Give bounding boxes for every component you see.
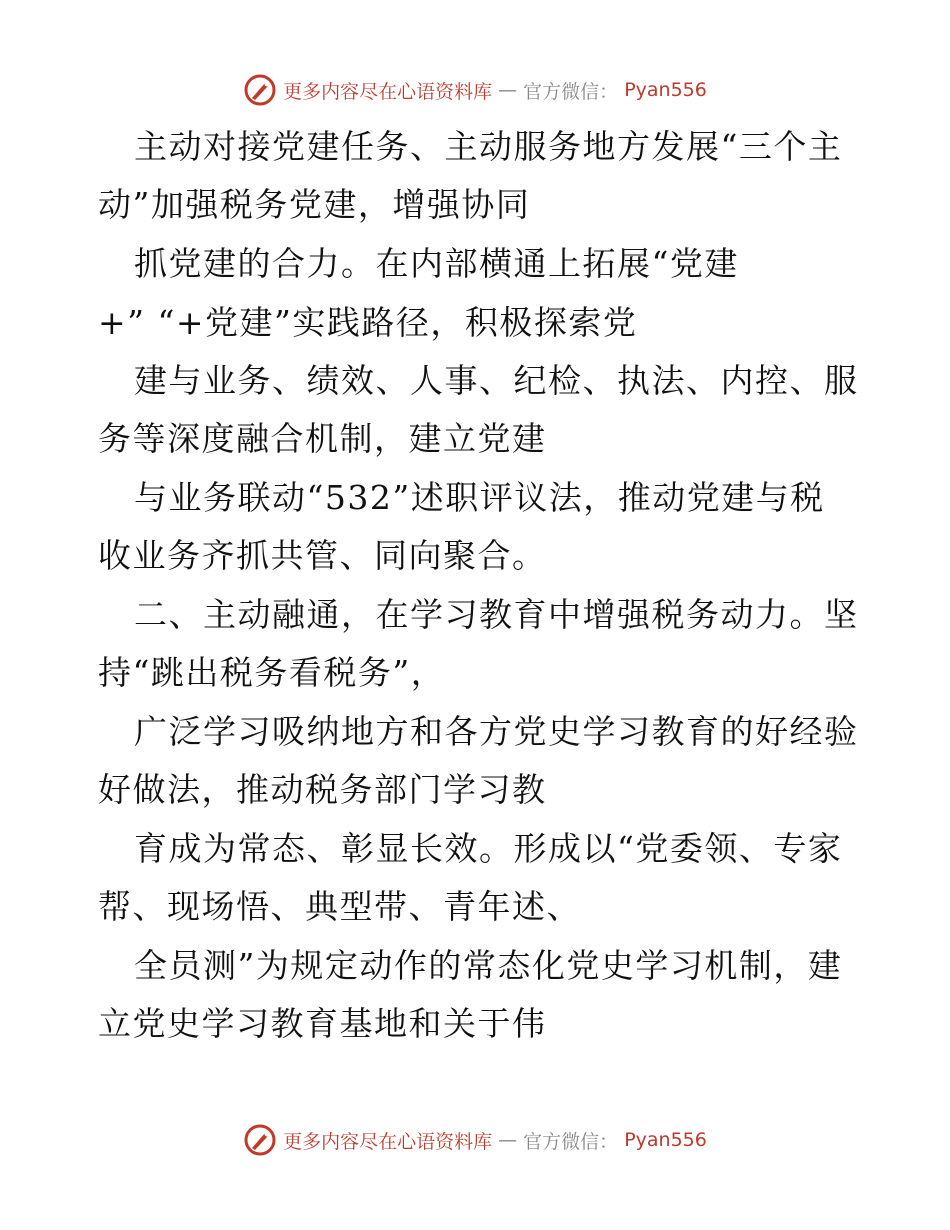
paragraph-5-line-2: 持“跳出税务看税务”，	[98, 653, 446, 692]
paragraph-6-line-1: 广泛学习吸纳地方和各方党史学习教育的好经验	[134, 712, 859, 751]
footer-watermark	[0, 1120, 950, 1160]
watermark-dash: —	[498, 79, 518, 101]
paragraph-2-line-2: +” “+党建”实践路径，积极探索党	[98, 303, 638, 342]
watermark-wechat-id: Pyan556	[624, 79, 707, 101]
paragraph-3-line-2: 务等深度融合机制，建立党建	[98, 419, 547, 458]
paragraph-6-line-2: 好做法，推动税务部门学习教	[98, 770, 547, 809]
pen-circle-icon	[243, 73, 277, 107]
paragraph-7-line-1: 育成为常态、彰显长效。形成以“党委领、专家	[134, 829, 843, 868]
paragraph-7-line-2: 帮、现场悟、典型带、青年述、	[98, 887, 581, 926]
paragraph-8-line-1: 全员测”为规定动作的常态化党史学习机制，建	[134, 946, 843, 985]
paragraph-1-line-2: 动”加强税务党建，增强协同	[98, 185, 531, 224]
watermark-brand: 更多内容尽在心语资料库	[283, 80, 493, 103]
watermark-wechat-label: 官方微信：	[523, 80, 619, 103]
paragraph-4-line-1: 与业务联动“532”述职评议法，推动党建与税	[134, 478, 825, 517]
paragraph-4-line-2: 收业务齐抓共管、同向聚合。	[98, 536, 547, 575]
paragraph-8-line-2: 立党史学习教育基地和关于伟	[98, 1004, 547, 1043]
paragraph-1-line-1: 主动对接党建任务、主动服务地方发展“三个主	[134, 127, 843, 166]
paragraph-5-line-1: 二、主动融通，在学习教育中增强税务动力。坚	[134, 595, 859, 634]
paragraph-2-line-1: 抓党建的合力。在内部横通上拓展“党建	[134, 244, 739, 283]
watermark-wechat-id: Pyan556	[624, 1129, 707, 1151]
watermark-wechat-label: 官方微信：	[523, 1130, 619, 1153]
paragraph-3-line-1: 建与业务、绩效、人事、纪检、执法、内控、服	[134, 361, 859, 400]
pen-circle-icon	[243, 1123, 277, 1157]
watermark-brand: 更多内容尽在心语资料库	[283, 1130, 493, 1153]
watermark-dash: —	[498, 1129, 518, 1151]
header-watermark	[0, 70, 950, 110]
